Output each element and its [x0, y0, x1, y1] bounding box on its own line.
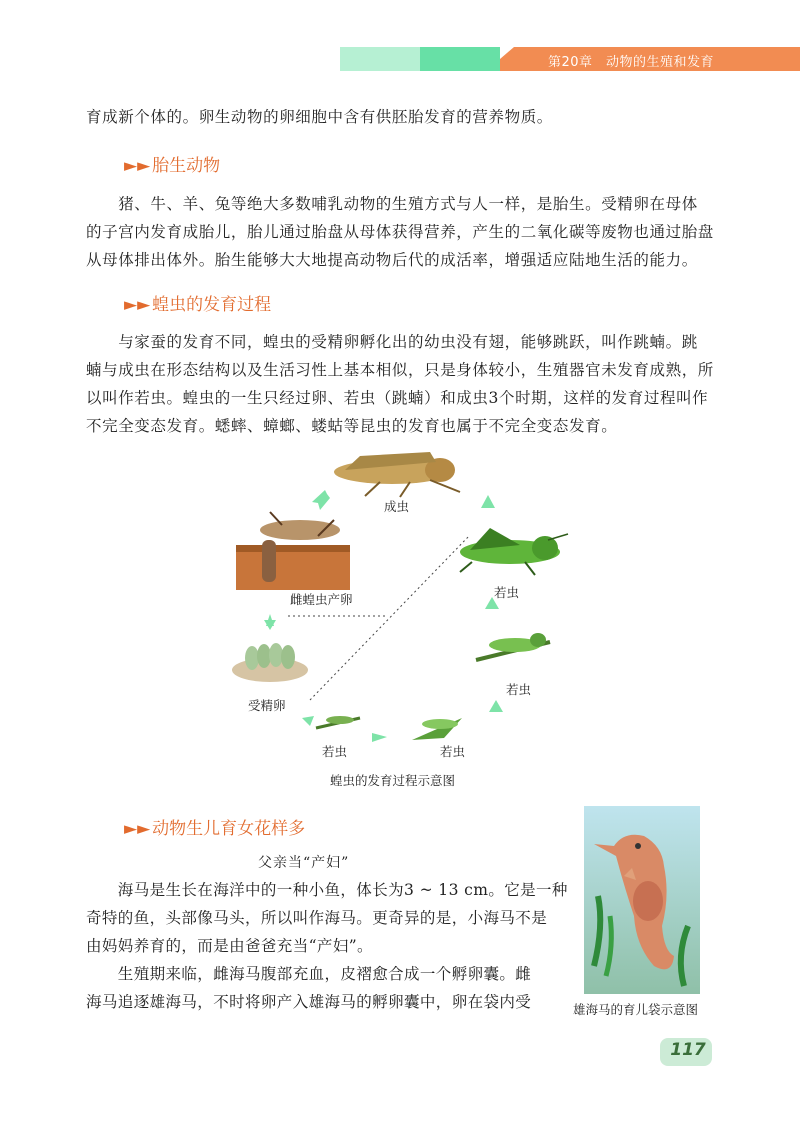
- arrow-icon: [372, 733, 387, 742]
- heading-text: 胎生动物: [152, 156, 221, 176]
- nymph-small-icon: [316, 716, 360, 728]
- label-nymph: 若虫: [440, 744, 466, 759]
- seahorse-illustration: [584, 806, 700, 994]
- heading-text: 蝗虫的发育过程: [152, 295, 272, 315]
- paragraph-line: 与家蚕的发育不同，蝗虫的受精卵孵化出的幼虫没有翅，能够跳跃，叫作跳蝻。跳: [86, 333, 698, 351]
- adult-locust-icon: [334, 452, 460, 497]
- paragraph-line: 生殖期来临，雌海马腹部充血，皮褶愈合成一个孵卵囊。雌: [86, 965, 532, 983]
- subtitle: 父亲当“产妇”: [258, 855, 350, 871]
- paragraph-line: 猪、牛、羊、兔等绝大多数哺乳动物的生殖方式与人一样，是胎生。受精卵在母体: [86, 195, 698, 213]
- paragraph-line: 的子宫内发育成胎儿，胎儿通过胎盘从母体获得营养，产生的二氧化碳等废物也通过胎盘: [86, 223, 714, 241]
- label-nymph: 若虫: [322, 744, 348, 759]
- nymph-medium-icon: [476, 633, 550, 660]
- label-eggs: 受精卵: [248, 698, 286, 713]
- arrow-icon: [302, 716, 314, 726]
- paragraph-line: 由妈妈养育的，而是由爸爸充当“产妇”。: [86, 937, 373, 955]
- heading-text: 动物生儿育女花样多: [152, 819, 306, 839]
- parenting-paragraph: [86, 876, 568, 1016]
- heading-arrows-icon: ►►: [124, 156, 151, 176]
- chapter-title: 第20章 动物的生殖和发育: [548, 55, 715, 70]
- label-nymph: 若虫: [494, 585, 520, 600]
- arrow-icon: [489, 700, 503, 712]
- page-number: 117: [670, 1040, 706, 1060]
- label-adult: 成虫: [384, 499, 410, 514]
- paragraph-line: 奇特的鱼，头部像马头，所以叫作海马。更奇异的是，小海马不是: [86, 909, 548, 927]
- paragraph-line: 不完全变态发育。蟋蟀、蟑螂、蝼蛄等昆虫的发育也属于不完全变态发育。: [86, 417, 618, 435]
- paragraph-line: 蝻与成虫在形态结构以及生活习性上基本相似，只是身体较小，生殖器官未发育成熟，所: [86, 361, 714, 379]
- seahorse-caption: 雄海马的育儿袋示意图: [573, 1002, 699, 1017]
- paragraph-line: 从母体排出体外。胎生能够大大地提高动物后代的成活率，增强适应陆地生活的能力。: [86, 251, 698, 269]
- arrow-icon: [481, 495, 495, 508]
- section-heading-parenting: [124, 814, 305, 839]
- paragraph-line: 海马追逐雄海马，不时将卵产入雄海马的孵卵囊中，卵在袋内受: [86, 993, 532, 1011]
- label-female-laying: 雌蝗虫产卵: [290, 592, 353, 607]
- intro-text: 育成新个体的。卵生动物的卵细胞中含有供胚胎发育的营养物质。: [86, 108, 553, 126]
- nymph-large-icon: [460, 528, 568, 575]
- diagram-caption: 蝗虫的发育过程示意图: [330, 773, 456, 788]
- heading-arrows-icon: ►►: [124, 295, 151, 315]
- arrow-icon: [264, 620, 276, 630]
- label-nymph: 若虫: [506, 682, 532, 697]
- female-laying-icon: [236, 512, 350, 590]
- nymph-small-icon: [412, 718, 462, 740]
- heading-arrows-icon: ►►: [124, 819, 151, 839]
- arrow-icon: [312, 490, 330, 510]
- paragraph-line: 海马是生长在海洋中的一种小鱼，体长为3 ~ 13 cm。它是一种: [86, 881, 568, 899]
- paragraph-line: 以叫作若虫。蝗虫的一生只经过卵、若虫（跳蝻）和成虫3个时期，这样的发育过程叫作: [86, 389, 709, 407]
- eggs-icon: [232, 643, 308, 682]
